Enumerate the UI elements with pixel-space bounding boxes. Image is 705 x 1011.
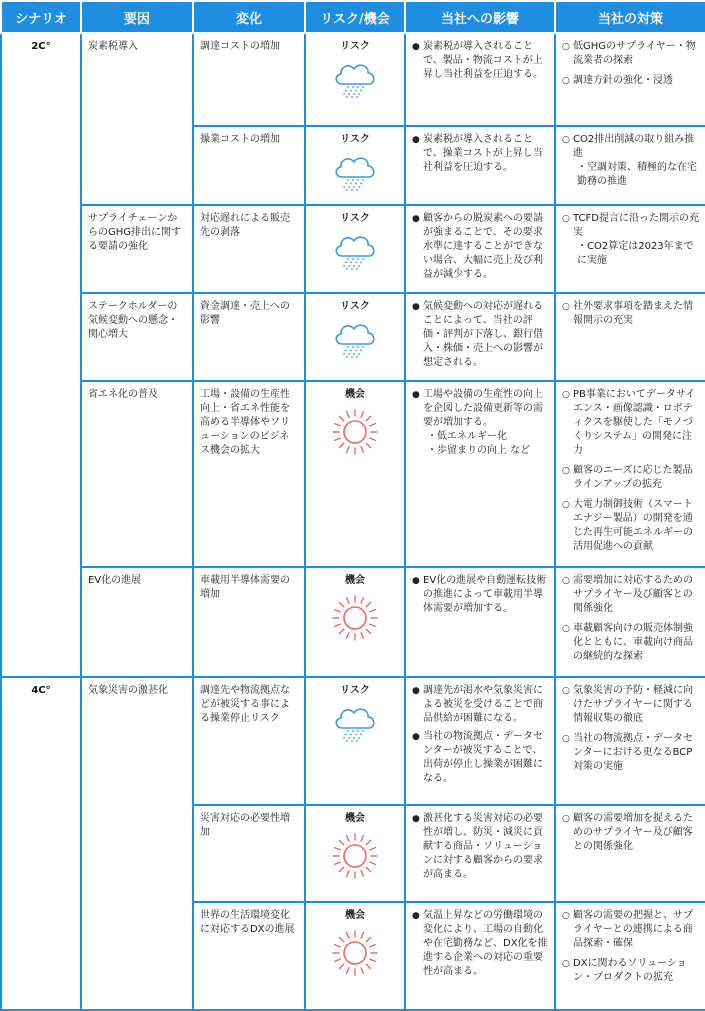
action-item: ○ 当社の物流拠点・データセンターにおける更なるBCP対策の実施 [562, 732, 699, 774]
table-row [1, 677, 705, 805]
header-change: 変化 [193, 1, 305, 33]
risk-cell [305, 205, 405, 293]
change-cell: 世界の生活環境変化に対応するDXの進展 [193, 902, 305, 1010]
table-row [1, 33, 705, 126]
change-cell: 車載用半導体需要の増加 [193, 567, 305, 677]
type-label: 機会 [345, 813, 365, 824]
action-item: ○ 顧客のニーズに応じた製品ラインアップの拡充 [562, 464, 699, 492]
action-item: ○ 調達方針の強化・浸透 [562, 74, 699, 88]
header-impact: 当社への影響 [405, 1, 555, 33]
opportunity-cell [305, 902, 405, 1010]
action-item: ○ 顧客の需要増加を捉えるためのサプライヤー及び顧客との関係強化 [562, 812, 699, 854]
opportunity-cell [305, 805, 405, 902]
rain-cloud-icon [312, 232, 398, 270]
action-text: TCFD提言に沿った開示の充実 [573, 213, 699, 238]
impact-item: ● 気温上昇などの労働環境の変化により、工場の自動化や在宅勤務など、DX化を推進する企業への対応の重要性が高まる。 [412, 909, 548, 979]
action-cell [555, 293, 705, 381]
type-label: リスク [340, 41, 370, 52]
impact-item: ● 炭素税が導入されることで、製品・物流コストが上昇し当社利益を圧迫する。 [412, 40, 548, 82]
impact-item: ● 当社の物流拠点・データセンターが被災することで、出荷が停止し操業が困難になる。 [412, 730, 548, 786]
risk-cell [305, 677, 405, 805]
type-label: リスク [340, 134, 370, 145]
rain-cloud-icon [312, 320, 398, 358]
sun-icon [312, 929, 398, 977]
impact-text: 工場や設備の生産性の向上を企図した設備更新等の需要が増加する。 [423, 389, 543, 428]
factor-cell: サプライチェーンからのGHG排出に関する要請の強化 [81, 205, 193, 293]
impact-cell [405, 33, 555, 126]
impact-cell [405, 567, 555, 677]
action-item: ○ 車載顧客向けの販売体制強化とともに、車載向け商品の継続的な探索 [562, 622, 699, 664]
impact-item: ● 顧客からの脱炭素への要請が強まることで、その要求水準に達することができない場合、大幅に売上及び利益が減少する。 [412, 212, 548, 282]
factor-cell: 気象災害の激甚化 [81, 677, 193, 1010]
change-cell: 調達コストの増加 [193, 33, 305, 126]
factor-cell: ステークホルダーの気候変動への懸念・関心増大 [81, 293, 193, 381]
scenario-2c: 2C° [1, 33, 81, 677]
rain-cloud-icon [312, 153, 398, 191]
header-scenario: シナリオ [1, 1, 81, 33]
action-cell [555, 33, 705, 126]
impact-item: ● 激甚化する災害対応の必要性が増し、防災・減災に貢献する商品・ソリューションに対する顧客からの要求が高まる。 [412, 812, 548, 882]
impact-item: ● 調達先が渇水や気象災害による被災を受けることで商品供給が困難になる。 [412, 684, 548, 726]
action-sub: ・空調対策、積極的な在宅勤務の推進 [577, 162, 697, 187]
action-text: CO2排出削減の取り組み推進 [573, 134, 695, 159]
impact-item: ● 炭素税が導入されることで、操業コストが上昇し当社利益を圧迫する。 [412, 133, 548, 175]
action-item: ○ 低GHGのサプライヤー・物流業者の探索 [562, 40, 699, 68]
table-row [1, 381, 705, 567]
opportunity-cell [305, 381, 405, 567]
action-cell [555, 126, 705, 205]
type-label: リスク [340, 301, 370, 312]
impact-cell [405, 205, 555, 293]
type-label: 機会 [345, 910, 365, 921]
header-factor: 要因 [81, 1, 193, 33]
action-cell [555, 381, 705, 567]
change-cell: 工場・設備の生産性向上・省エネ性能を高める半導体やソリューションのビジネス機会の拡大 [193, 381, 305, 567]
header-row [1, 1, 705, 33]
table-row [1, 567, 705, 677]
factor-cell: 省エネ化の普及 [81, 381, 193, 567]
factor-cell: 炭素税導入 [81, 33, 193, 205]
action-item: ○ 需要増加に対応するためのサプライヤー及び顧客との関係強化 [562, 574, 699, 616]
rain-cloud-icon [312, 60, 398, 98]
impact-sub: ・低エネルギー化 [427, 431, 507, 442]
risk-cell [305, 33, 405, 126]
header-risk-opportunity: リスク/機会 [305, 1, 405, 33]
action-cell [555, 902, 705, 1010]
impact-cell [405, 381, 555, 567]
action-item: ○ 大電力制御技術（スマートエナジー製品）の開発を通じた再生可能エネルギーの活用促進への貢献 [562, 498, 699, 554]
impact-cell [405, 677, 555, 805]
action-item [562, 133, 699, 189]
type-label: リスク [340, 685, 370, 696]
risk-cell [305, 293, 405, 381]
change-cell: 対応遅れによる販売先の剥落 [193, 205, 305, 293]
rain-cloud-icon [312, 704, 398, 742]
impact-cell [405, 126, 555, 205]
action-item [562, 212, 699, 268]
action-item: ○ PB事業においてデータサイエンス・画像認識・ロボティクスを駆使した「モノづくりシステム」の開発に注力 [562, 388, 699, 458]
opportunity-cell [305, 567, 405, 677]
sun-icon [312, 594, 398, 642]
table-row [1, 205, 705, 293]
change-cell: 操業コストの増加 [193, 126, 305, 205]
action-cell [555, 805, 705, 902]
action-item: ○ 顧客の需要の把握と、サプライヤーとの連携による商品探索・確保 [562, 909, 699, 951]
action-sub: ・CO2算定は2023年までに実施 [577, 241, 694, 266]
action-cell [555, 567, 705, 677]
impact-cell [405, 902, 555, 1010]
impact-item: ● EV化の進展や自動運転技術の推進によって車載用半導体需要が増加する。 [412, 574, 548, 616]
change-cell: 調達先や物流拠点などが被災する事による操業停止リスク [193, 677, 305, 805]
action-item: ○ 社外要求事項を踏まえた情報開示の充実 [562, 300, 699, 328]
action-cell [555, 205, 705, 293]
impact-cell [405, 805, 555, 902]
table-row [1, 293, 705, 381]
action-cell [555, 677, 705, 805]
risk-cell [305, 126, 405, 205]
type-label: 機会 [345, 575, 365, 586]
type-label: リスク [340, 213, 370, 224]
action-item: ○ 気象災害の予防・軽減に向けたサプライヤーに関する情報収集の徹底 [562, 684, 699, 726]
header-action: 当社の対策 [555, 1, 705, 33]
impact-sub: ・歩留まりの向上 など [427, 445, 531, 456]
impact-cell [405, 293, 555, 381]
factor-cell: EV化の進展 [81, 567, 193, 677]
impact-item [412, 388, 548, 458]
sun-icon [312, 408, 398, 456]
scenario-4c: 4C° [1, 677, 81, 1010]
sun-icon [312, 832, 398, 880]
type-label: 機会 [345, 389, 365, 400]
impact-item: ● 気候変動への対応が遅れることによって、当社の評価・評判が下落し、銀行借入・株価・売上への影響が想定される。 [412, 300, 548, 370]
change-cell: 災害対応の必要性増加 [193, 805, 305, 902]
change-cell: 資金調達・売上への影響 [193, 293, 305, 381]
action-item: ○ DXに関わるソリューション・プロダクトの拡充 [562, 957, 699, 985]
